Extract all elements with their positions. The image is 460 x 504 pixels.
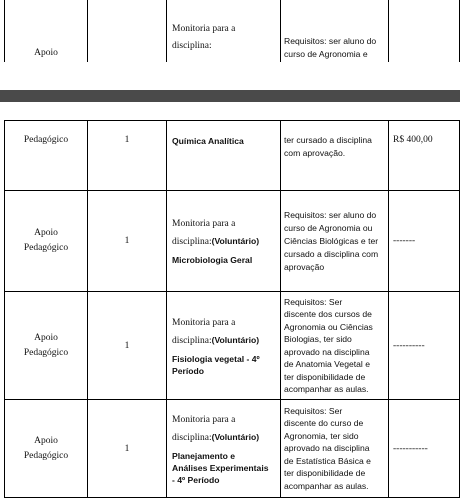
table-row	[5, 191, 460, 292]
area-cell	[5, 121, 88, 191]
area-text: Apoio	[34, 435, 58, 446]
valor-text: R$ 400,00	[393, 135, 433, 145]
disciplina-name: Fisiologia vegetal - 4º	[172, 353, 260, 364]
table-row	[5, 400, 460, 498]
vagas-text: 1	[124, 135, 130, 145]
area-text: Apoio	[34, 228, 58, 238]
requisitos-line: Biologias, ter sido	[284, 334, 352, 344]
vagas-text: 1	[124, 443, 130, 454]
requisitos-line: acompanhar as aulas.	[284, 480, 369, 491]
area-cell	[5, 400, 88, 498]
voluntario-tag: (Voluntário)	[211, 431, 260, 442]
page-break-bar	[0, 90, 460, 102]
disciplina-name: - 4º Período	[172, 474, 220, 485]
requisitos-line: Agronomia, ter sido	[284, 430, 359, 441]
requisitos-line: com aprovação.	[284, 148, 346, 158]
requisitos-line: ter disponibilidade de	[284, 468, 366, 479]
area-text: Pedagógico	[23, 347, 69, 358]
disciplina-cell	[167, 400, 281, 498]
requisitos-line: aprovado na disciplina	[284, 443, 370, 454]
disciplina-prefix: disciplina:	[172, 335, 212, 346]
valor-cell	[389, 400, 460, 498]
disciplina-cell	[167, 191, 281, 292]
bottom-page-fragment	[0, 102, 460, 504]
requisitos-cell	[281, 121, 389, 191]
requisitos-line: de Anatomia Vegetal e	[284, 359, 371, 369]
area-text: Pedagógico	[23, 243, 69, 253]
disciplina-line	[172, 332, 280, 350]
requisitos-line: cursado a disciplina com	[284, 248, 379, 259]
disciplina-cell	[167, 121, 281, 191]
valor-cell	[389, 191, 460, 292]
disciplina-name: Período	[172, 365, 204, 376]
disciplina-prefix: disciplina:	[172, 237, 212, 247]
area-text: Apoio	[34, 48, 58, 58]
requisitos-line: curso de Agronomia e	[284, 49, 368, 59]
area-cell	[5, 292, 88, 400]
vagas-text: 1	[124, 340, 130, 351]
requisitos-line: acompanhar as aulas.	[284, 384, 369, 394]
area-text: Pedagógico	[23, 450, 69, 461]
disciplina-name: Análises Experimentais	[172, 462, 269, 473]
requisitos-line: ter cursado a disciplina	[284, 135, 372, 145]
area-cell	[5, 191, 88, 292]
requisitos-line: Requisitos: ser aluno do	[284, 36, 377, 46]
disciplina-cell	[167, 0, 281, 62]
requisitos-line: discente dos cursos de	[284, 309, 372, 319]
top-table	[4, 0, 460, 62]
vagas-text: 1	[124, 236, 130, 246]
disciplina-name: Microbiologia Geral	[172, 255, 253, 265]
disciplina-name: Química Analítica	[172, 136, 244, 146]
requisitos-line: Requisitos: Ser	[284, 296, 343, 307]
voluntario-tag: (Voluntário)	[211, 334, 260, 345]
area-cell	[5, 0, 88, 62]
disciplina-line: Monitoria para a	[172, 414, 236, 425]
requisitos-cell	[281, 191, 389, 292]
valor-cell	[389, 121, 460, 191]
requisitos-line: curso de Agronomia ou	[284, 222, 373, 233]
valor-text: ----------	[393, 340, 425, 351]
disciplina-name: Planejamento e	[172, 450, 236, 461]
requisitos-cell	[281, 292, 389, 400]
valor-cell	[389, 0, 460, 62]
top-page-fragment	[0, 0, 460, 62]
valor-cell	[389, 292, 460, 400]
disciplina-line: Monitoria para a	[172, 317, 236, 328]
disciplina-prefix: disciplina:	[172, 432, 212, 443]
valor-text: -----------	[393, 443, 428, 454]
disciplina-line: Monitoria para a	[172, 24, 236, 34]
valor-text: -------	[393, 236, 416, 246]
requisitos-line: aprovado na disciplina	[284, 346, 370, 357]
vagas-cell	[88, 121, 167, 191]
requisitos-line: de Estatística Básica e	[284, 455, 371, 466]
vagas-cell	[88, 400, 167, 498]
disciplina-line	[172, 429, 280, 447]
vagas-cell	[88, 191, 167, 292]
vagas-cell	[88, 292, 167, 400]
disciplina-line: disciplina:	[172, 41, 212, 51]
voluntario-tag: (Voluntário)	[211, 236, 260, 246]
area-text: Apoio	[34, 332, 58, 343]
requisitos-line: Agronomia ou Ciências	[284, 321, 373, 332]
disciplina-line: Monitoria para a	[172, 219, 236, 229]
requisitos-cell	[281, 400, 389, 498]
disciplina-cell	[167, 292, 281, 400]
requisitos-line: aprovação	[284, 261, 325, 272]
area-text: Pedagógico	[23, 135, 69, 145]
requisitos-line: Requisitos: ser aluno do	[284, 209, 377, 220]
requisitos-line: ter disponibilidade de	[284, 371, 366, 382]
bottom-table	[4, 120, 460, 498]
disciplina-line	[172, 233, 280, 251]
table-row	[5, 121, 460, 191]
requisitos-line: Ciências Biológicas e ter	[284, 235, 379, 246]
requisitos-cell	[281, 0, 389, 62]
requisitos-line: Requisitos: Ser	[284, 405, 343, 416]
requisitos-line: discente do curso de	[284, 418, 364, 429]
table-row	[5, 292, 460, 400]
table-row	[5, 0, 460, 62]
vagas-cell	[88, 0, 167, 62]
